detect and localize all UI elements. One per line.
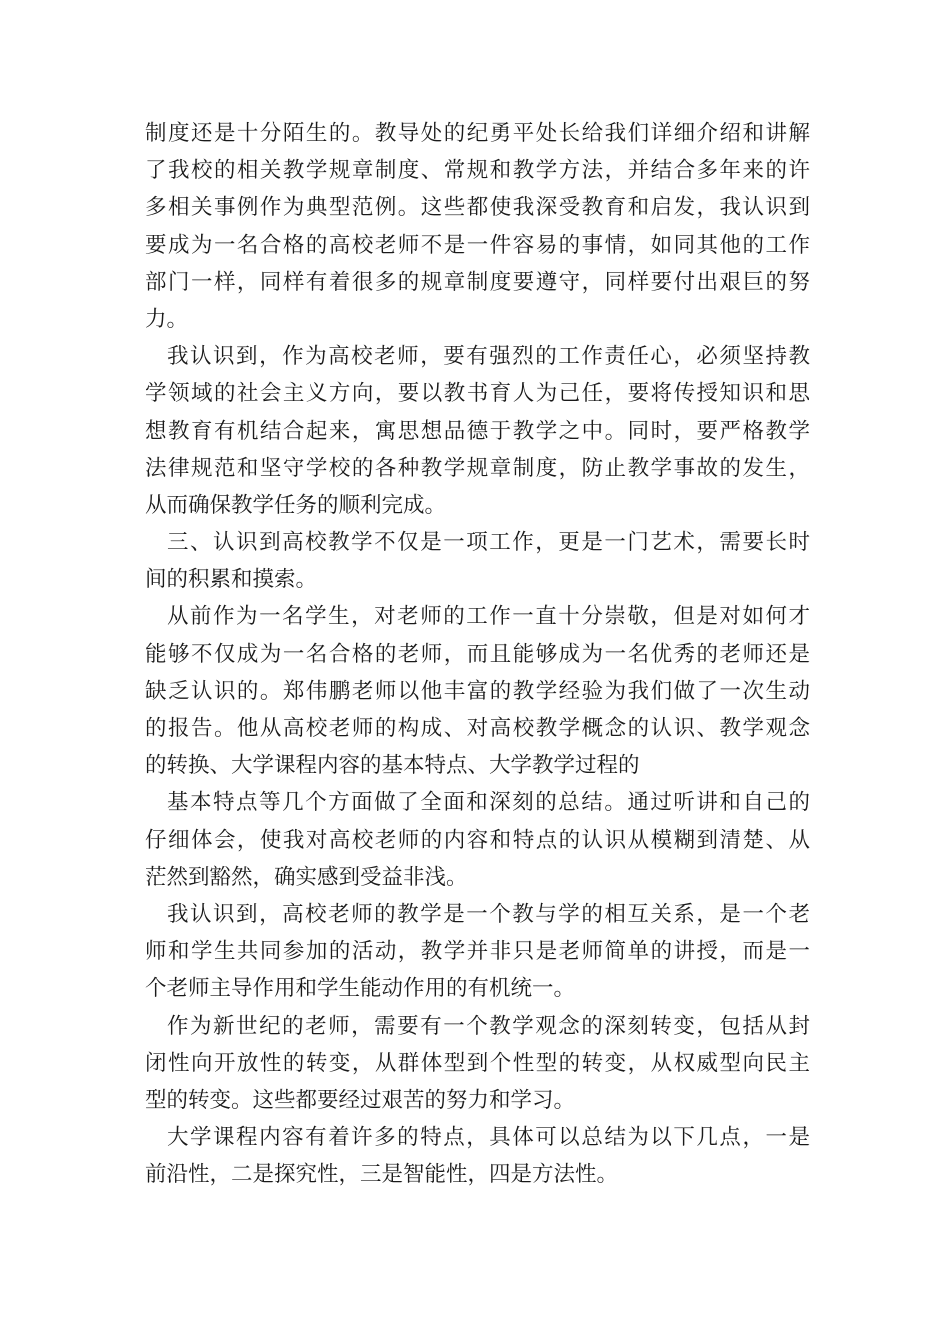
text-line: 仔细体会，使我对高校老师的内容和特点的认识从模糊到清楚、从 (145, 827, 810, 853)
document-body-text (145, 115, 810, 1193)
text-line: 前沿性，二是探究性，三是智能性，四是方法性。 (145, 1162, 619, 1188)
text-line: 师和学生共同参加的活动，教学并非只是老师简单的讲授，而是一 (145, 939, 810, 965)
text-line: 作为新世纪的老师，需要有一个教学观念的深刻转变，包括从封 (167, 1013, 810, 1039)
text-line: 间的积累和摸索。 (145, 567, 318, 593)
text-line: 缺乏认识的。郑伟鹏老师以他丰富的教学经验为我们做了一次生动 (145, 678, 810, 704)
text-line: 的转换、大学课程内容的基本特点、大学教学过程的 (145, 753, 640, 779)
text-line: 学领域的社会主义方向，要以教书育人为己任，要将传授知识和思 (145, 381, 810, 407)
text-line: 能够不仅成为一名合格的老师，而且能够成为一名优秀的老师还是 (145, 641, 810, 667)
text-line: 法律规范和坚守学校的各种教学规章制度，防止教学事故的发生， (145, 455, 810, 481)
text-line: 多相关事例作为典型范例。这些都使我深受教育和启发，我认识到 (145, 195, 810, 221)
text-line: 闭性向开放性的转变，从群体型到个性型的转变，从权威型向民主 (145, 1050, 810, 1076)
text-line: 部门一样，同样有着很多的规章制度要遵守，同样要付出艰巨的努 (145, 269, 810, 295)
text-line: 制度还是十分陌生的。教导处的纪勇平处长给我们详细介绍和讲解 (145, 121, 810, 146)
text-line: 从前作为一名学生，对老师的工作一直十分崇敬，但是对如何才 (167, 604, 810, 630)
text-line: 要成为一名合格的高校老师不是一件容易的事情，如同其他的工作 (145, 232, 810, 258)
text-line: 基本特点等几个方面做了全面和深刻的总结。通过听讲和自己的 (167, 790, 810, 816)
text-line: 想教育有机结合起来，寓思想品德于教学之中。同时，要严格教学 (145, 418, 810, 444)
text-line: 我认识到，高校老师的教学是一个教与学的相互关系，是一个老 (167, 901, 810, 927)
text-line: 力。 (145, 306, 189, 332)
text-line: 了我校的相关教学规章制度、常规和教学方法，并结合多年来的许 (145, 158, 810, 184)
text-line: 型的转变。这些都要经过艰苦的努力和学习。 (145, 1087, 576, 1113)
text-line: 从而确保教学任务的顺利完成。 (145, 492, 447, 518)
text-line: 茫然到豁然，确实感到受益非浅。 (145, 864, 468, 890)
text-line: 个老师主导作用和学生能动作用的有机统一。 (145, 976, 576, 1002)
text-line: 的报告。他从高校老师的构成、对高校教学概念的认识、教学观念 (145, 716, 810, 741)
text-line: 大学课程内容有着许多的特点，具体可以总结为以下几点，一是 (167, 1125, 810, 1151)
text-line: 三、认识到高校教学不仅是一项工作，更是一门艺术，需要长时 (167, 530, 810, 556)
text-line: 我认识到，作为高校老师，要有强烈的工作责任心，必须坚持教 (167, 344, 810, 370)
